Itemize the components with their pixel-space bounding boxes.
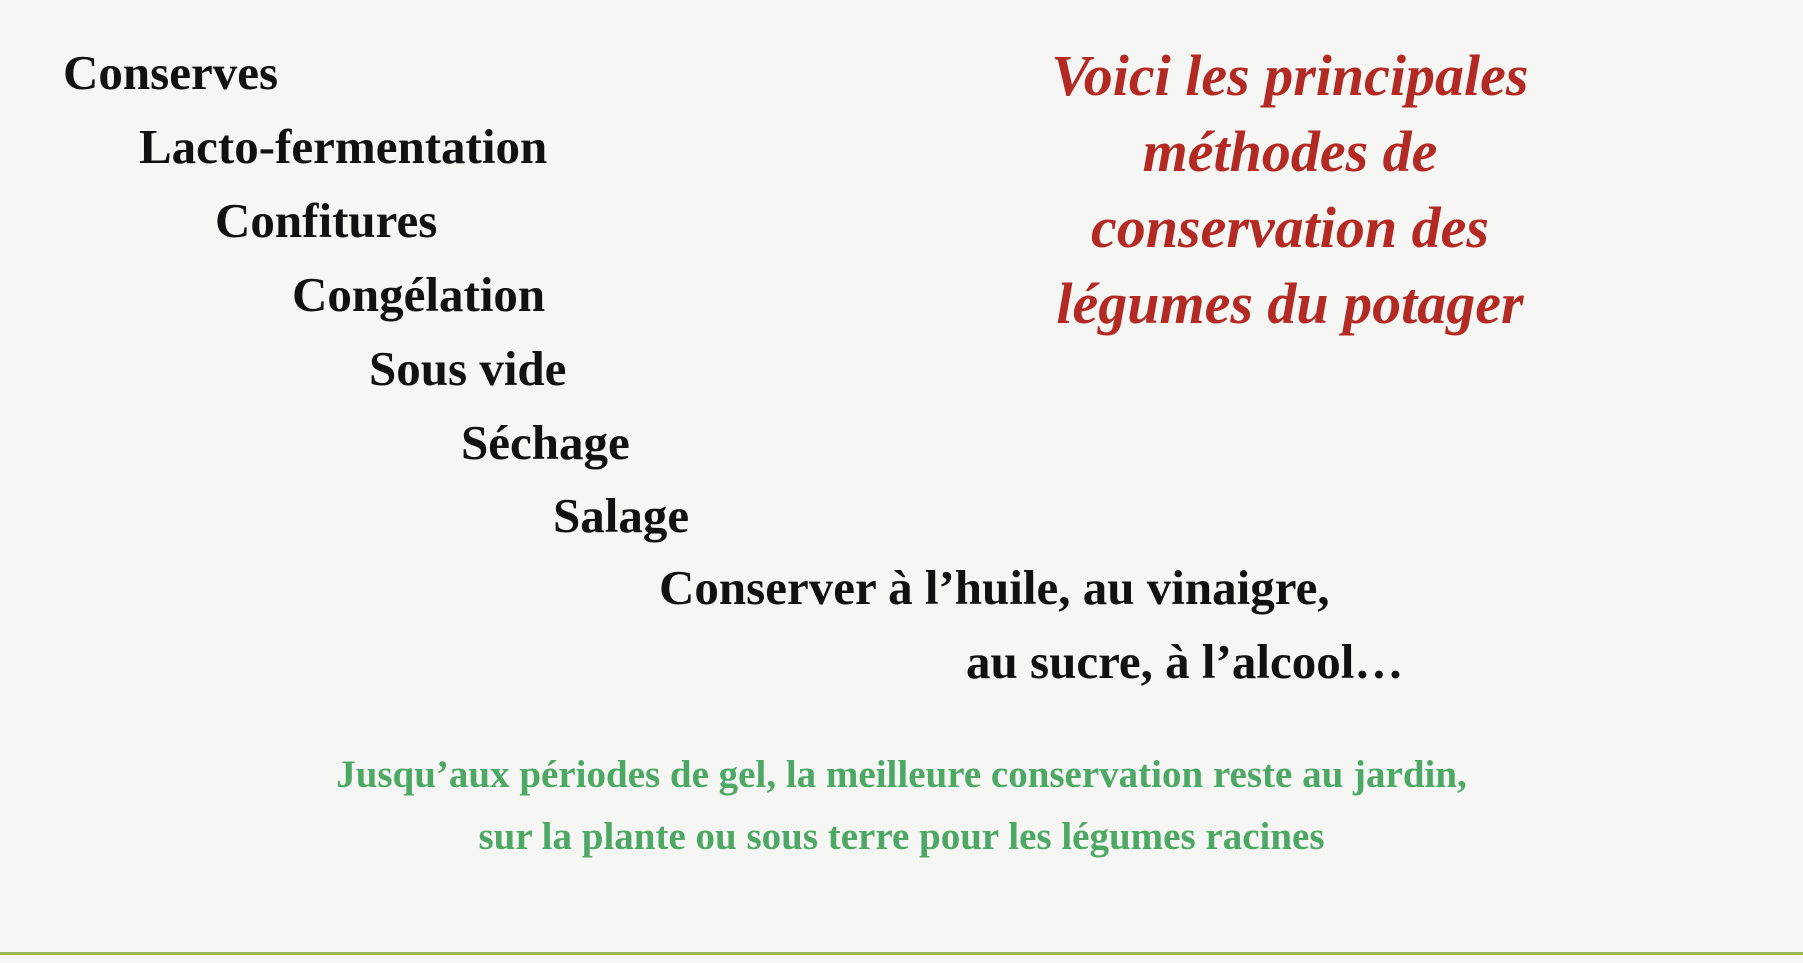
bottom-divider (0, 952, 1803, 955)
title-line: conservation des (1091, 195, 1489, 260)
method-congelation: Congélation (292, 267, 546, 322)
method-lacto-fermentation: Lacto-fermentation (139, 119, 548, 174)
method-sous-vide: Sous vide (369, 341, 567, 396)
title-line: Voici les principales (1051, 43, 1529, 108)
garden-note (90, 744, 1713, 868)
title-line: légumes du potager (1056, 271, 1524, 336)
slide-title (940, 38, 1640, 342)
method-conserver-huile: Conserver à l’huile, au vinaigre, (659, 560, 1330, 615)
note-line: sur la plante ou sous terre pour les légumes racines (478, 815, 1325, 858)
method-confitures: Confitures (215, 193, 438, 248)
note-line: Jusqu’aux périodes de gel, la meilleure conservation reste au jardin, (336, 753, 1467, 796)
method-conserves: Conserves (63, 45, 279, 100)
method-sechage: Séchage (461, 415, 630, 470)
method-salage: Salage (553, 488, 690, 543)
title-line: méthodes de (1142, 119, 1438, 184)
method-conserver-sucre: au sucre, à l’alcool… (966, 634, 1404, 689)
